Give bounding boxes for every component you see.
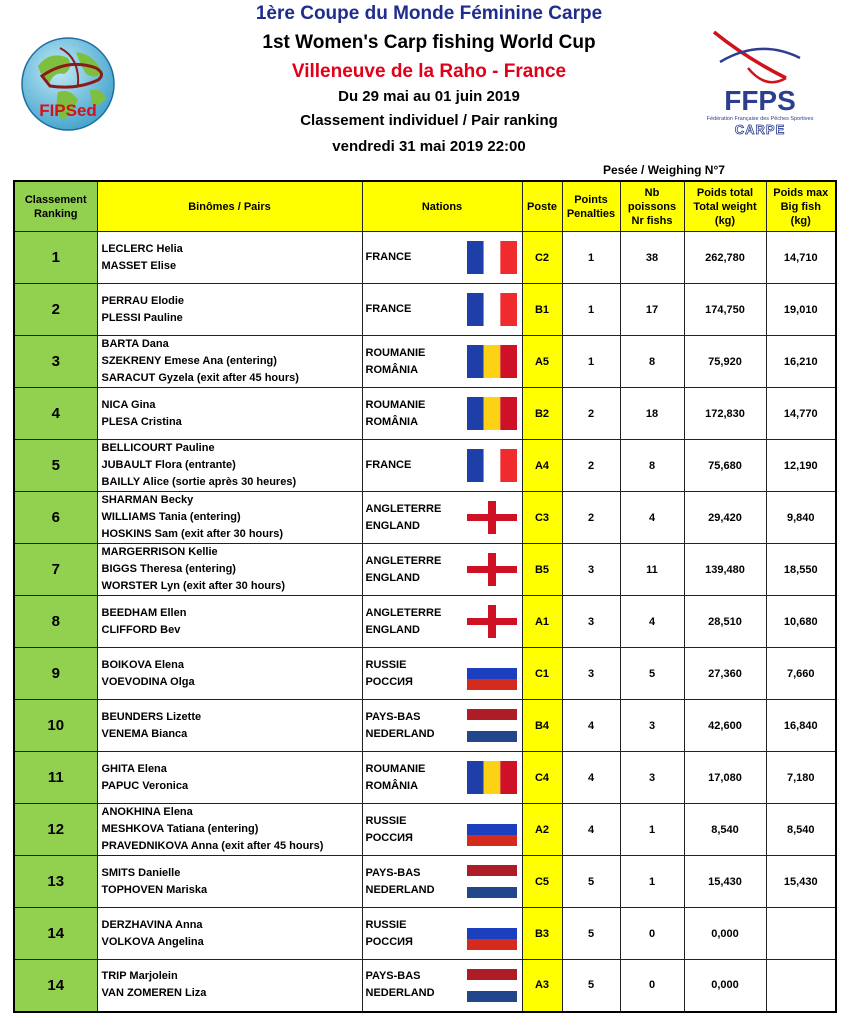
pairs-cell [97,284,362,336]
pair-member-name: WILLIAMS Tania (entering) [101,511,241,523]
pair-member-name: TRIP Marjolein [101,970,178,983]
pairs-cell [97,544,362,596]
poste-cell: B2 [522,388,562,440]
big-fish-cell [766,908,836,960]
fish-count-cell: 4 [620,492,684,544]
poste-cell: A1 [522,596,562,648]
penalties-cell: 4 [562,700,620,752]
nation-cell [362,232,522,284]
pair-member-name: MARGERRISON Kellie [101,546,218,558]
nation-name: FRANCE [365,251,412,263]
total-weight-cell: 172,830 [684,388,766,440]
svg-text:CARPE: CARPE [734,122,786,137]
nation-cell [362,804,522,856]
nation-name: ENGLAND [365,623,420,636]
fish-count-cell: 4 [620,596,684,648]
poste-cell: A4 [522,440,562,492]
penalties-cell: 4 [562,752,620,804]
pair-member-name: PAPUC Veronica [101,779,189,792]
col-rank: Classement Ranking [14,181,97,232]
pair-member-name: NICA Gina [101,398,156,411]
flag-france-icon [467,241,517,274]
fish-count-cell: 1 [620,856,684,908]
table-row [14,336,836,388]
penalties-cell: 1 [562,336,620,388]
pairs-cell [97,804,362,856]
table-row [14,232,836,284]
fish-count-cell: 3 [620,752,684,804]
nation-cell [362,752,522,804]
poste-cell: B1 [522,284,562,336]
pair-member-name: PERRAU Elodie [101,294,185,307]
col-big-fish: Poids max Big fish (kg) [766,181,836,232]
pairs-cell [97,856,362,908]
col-nations: Nations [362,181,522,232]
location: Villeneuve de la Raho - France [291,61,567,82]
pair-member-name: SZEKRENY Emese Ana (entering) [101,355,277,367]
nation-name: FRANCE [365,459,412,471]
nation-name: ENGLAND [365,519,420,532]
penalties-cell: 2 [562,492,620,544]
rank-cell: 11 [14,752,97,804]
penalties-cell: 1 [562,232,620,284]
ffps-logo [700,28,820,143]
pair-member-name: BELLICOURT Pauline [101,442,215,454]
poste-cell: C5 [522,856,562,908]
col-total-weight: Poids total Total weight (kg) [684,181,766,232]
table-row [14,908,836,960]
penalties-cell: 3 [562,648,620,700]
big-fish-cell: 16,840 [766,700,836,752]
flag-russia-icon [467,917,517,950]
nation-name: PAYS-BAS [365,710,421,723]
total-weight-cell: 29,420 [684,492,766,544]
poste-cell: B5 [522,544,562,596]
fish-count-cell: 11 [620,544,684,596]
flag-england-icon [467,553,517,586]
flag-russia-icon [467,657,517,690]
big-fish-cell: 14,770 [766,388,836,440]
fish-count-cell: 8 [620,336,684,388]
poste-cell: C3 [522,492,562,544]
rank-cell: 9 [14,648,97,700]
nation-cell [362,648,522,700]
pairs-cell [97,596,362,648]
fish-count-cell: 38 [620,232,684,284]
timestamp: vendredi 31 mai 2019 22:00 [332,138,526,155]
flag-france-icon [467,293,517,326]
nation-name: RUSSIE [365,814,407,827]
rank-cell: 14 [14,960,97,1012]
fish-count-cell: 18 [620,388,684,440]
total-weight-cell: 28,510 [684,596,766,648]
poste-cell: B4 [522,700,562,752]
penalties-cell: 3 [562,596,620,648]
ranking-table [13,180,837,1013]
big-fish-cell: 15,430 [766,856,836,908]
rank-cell: 3 [14,336,97,388]
total-weight-cell: 27,360 [684,648,766,700]
pair-member-name: BEUNDERS Lizette [101,710,202,723]
title-en: 1st Women's Carp fishing World Cup [262,32,596,53]
table-header-row [14,181,836,232]
table-row [14,752,836,804]
table-row [14,700,836,752]
pair-member-name: SHARMAN Becky [101,494,194,506]
col-penalties: Points Penalties [562,181,620,232]
nation-name: ANGLETERRE [365,606,442,619]
nation-cell [362,388,522,440]
big-fish-cell: 7,180 [766,752,836,804]
penalties-cell: 3 [562,544,620,596]
total-weight-cell: 15,430 [684,856,766,908]
flag-france-icon [467,449,517,482]
nation-name: ROMÂNIA [365,779,419,792]
poste-cell: A5 [522,336,562,388]
nation-name: ROUMANIE [365,398,426,411]
table-row [14,804,836,856]
pair-member-name: MESHKOVA Tatiana (entering) [101,823,259,835]
rank-cell: 4 [14,388,97,440]
total-weight-cell: 17,080 [684,752,766,804]
total-weight-cell: 262,780 [684,232,766,284]
fish-count-cell: 3 [620,700,684,752]
pair-member-name: VOEVODINA Olga [101,675,195,688]
nation-name: NEDERLAND [365,727,435,740]
pairs-cell [97,232,362,284]
dates: Du 29 mai au 01 juin 2019 [338,88,520,105]
penalties-cell: 4 [562,804,620,856]
pair-member-name: BIGGS Theresa (entering) [101,563,236,575]
table-row [14,648,836,700]
table-row [14,856,836,908]
nation-name: ROMÂNIA [365,363,419,376]
rank-cell: 6 [14,492,97,544]
big-fish-cell: 8,540 [766,804,836,856]
pair-member-name: PRAVEDNIKOVA Anna (exit after 45 hours) [101,840,324,852]
pairs-cell [97,492,362,544]
poste-cell: B3 [522,908,562,960]
pair-member-name: BAILLY Alice (sortie après 30 heures) [101,476,297,488]
total-weight-cell: 174,750 [684,284,766,336]
nation-cell [362,596,522,648]
pair-member-name: BARTA Dana [101,338,169,350]
pairs-cell [97,752,362,804]
rank-cell: 13 [14,856,97,908]
ranking-type: Classement individuel / Pair ranking [300,112,558,129]
nation-name: ROUMANIE [365,346,426,359]
pair-member-name: LECLERC Helia [101,242,183,255]
flag-netherlands-icon [467,969,517,1002]
nation-cell [362,440,522,492]
poste-cell: A2 [522,804,562,856]
total-weight-cell: 75,680 [684,440,766,492]
fish-count-cell: 0 [620,960,684,1012]
big-fish-cell: 18,550 [766,544,836,596]
nation-name: ANGLETERRE [365,502,442,515]
big-fish-cell [766,960,836,1012]
nation-name: FRANCE [365,303,412,315]
pair-member-name: SARACUT Gyzela (exit after 45 hours) [101,372,299,384]
big-fish-cell: 9,840 [766,492,836,544]
pairs-cell [97,908,362,960]
nation-cell [362,544,522,596]
penalties-cell: 5 [562,960,620,1012]
col-fish: Nb poissons Nr fishs [620,181,684,232]
pair-member-name: DERZHAVINA Anna [101,918,203,931]
pair-member-name: WORSTER Lyn (exit after 30 hours) [101,580,286,592]
nation-cell [362,336,522,388]
fish-count-cell: 0 [620,908,684,960]
nation-cell [362,492,522,544]
penalties-cell: 5 [562,856,620,908]
nation-cell [362,284,522,336]
pair-member-name: CLIFFORD Bev [101,623,181,636]
total-weight-cell: 0,000 [684,908,766,960]
nation-cell [362,856,522,908]
flag-netherlands-icon [467,709,517,742]
fish-count-cell: 5 [620,648,684,700]
big-fish-cell: 16,210 [766,336,836,388]
pair-member-name: PLESSI Pauline [101,311,183,324]
total-weight-cell: 0,000 [684,960,766,1012]
table-row [14,544,836,596]
pairs-cell [97,440,362,492]
pairs-cell [97,388,362,440]
svg-text:FFPS: FFPS [724,85,796,116]
pair-member-name: TOPHOVEN Mariska [101,883,208,896]
total-weight-cell: 139,480 [684,544,766,596]
nation-name: NEDERLAND [365,883,435,896]
pair-member-name: PLESA Cristina [101,415,182,428]
fish-count-cell: 17 [620,284,684,336]
rank-cell: 8 [14,596,97,648]
nation-name: RUSSIE [365,658,407,671]
nation-name: РОССИЯ [365,935,413,948]
table-row [14,440,836,492]
flag-romania-icon [467,397,517,430]
pair-member-name: VOLKOVA Angelina [101,935,204,948]
pair-member-name: VENEMA Bianca [101,727,188,740]
table-row [14,960,836,1012]
nation-name: ROMÂNIA [365,415,419,428]
col-poste: Poste [522,181,562,232]
poste-cell: C1 [522,648,562,700]
flag-netherlands-icon [467,865,517,898]
penalties-cell: 2 [562,440,620,492]
poste-cell: A3 [522,960,562,1012]
pair-member-name: MASSET Elise [101,259,177,272]
svg-text:FIPSed: FIPSed [39,101,97,120]
rank-cell: 10 [14,700,97,752]
nation-name: РОССИЯ [365,675,413,688]
rank-cell: 5 [14,440,97,492]
nation-name: ROUMANIE [365,762,426,775]
flag-russia-icon [467,813,517,846]
rank-cell: 2 [14,284,97,336]
nation-cell [362,700,522,752]
flag-romania-icon [467,345,517,378]
pair-member-name: JUBAULT Flora (entrante) [101,459,236,471]
total-weight-cell: 42,600 [684,700,766,752]
pairs-cell [97,960,362,1012]
rank-cell: 14 [14,908,97,960]
nation-name: PAYS-BAS [365,970,421,983]
big-fish-cell: 10,680 [766,596,836,648]
pair-member-name: ANOKHINA Elena [101,806,193,818]
title-fr: 1ère Coupe du Monde Féminine Carpe [255,3,603,24]
nation-name: РОССИЯ [365,831,413,844]
rank-cell: 12 [14,804,97,856]
fipsed-logo [20,28,116,140]
table-row [14,596,836,648]
table-row [14,492,836,544]
nation-name: RUSSIE [365,918,407,931]
nation-cell [362,908,522,960]
big-fish-cell: 14,710 [766,232,836,284]
penalties-cell: 5 [562,908,620,960]
table-row [14,284,836,336]
nation-name: PAYS-BAS [365,866,421,879]
svg-text:Fédération Française des Pêche: Fédération Française des Pêches Sportives [706,116,814,122]
col-pairs: Binômes / Pairs [97,181,362,232]
rank-cell: 1 [14,232,97,284]
pairs-cell [97,336,362,388]
rank-cell: 7 [14,544,97,596]
penalties-cell: 2 [562,388,620,440]
pairs-cell [97,700,362,752]
big-fish-cell: 19,010 [766,284,836,336]
flag-romania-icon [467,761,517,794]
pair-member-name: BEEDHAM Ellen [101,606,187,619]
pair-member-name: HOSKINS Sam (exit after 30 hours) [101,528,284,540]
nation-name: ENGLAND [365,571,420,584]
table-row [14,388,836,440]
nation-name: ANGLETERRE [365,554,442,567]
pair-member-name: VAN ZOMEREN Liza [101,987,207,1000]
fish-count-cell: 8 [620,440,684,492]
fish-count-cell: 1 [620,804,684,856]
pair-member-name: GHITA Elena [101,762,167,775]
poste-cell: C4 [522,752,562,804]
nation-cell [362,960,522,1012]
flag-england-icon [467,605,517,638]
total-weight-cell: 8,540 [684,804,766,856]
pairs-cell [97,648,362,700]
weighing-label: Pesée / Weighing N°7 [603,163,725,177]
nation-name: NEDERLAND [365,987,435,1000]
big-fish-cell: 12,190 [766,440,836,492]
pair-member-name: SMITS Danielle [101,866,181,879]
flag-england-icon [467,501,517,534]
penalties-cell: 1 [562,284,620,336]
total-weight-cell: 75,920 [684,336,766,388]
poste-cell: C2 [522,232,562,284]
pair-member-name: BOIKOVA Elena [101,658,185,671]
big-fish-cell: 7,660 [766,648,836,700]
